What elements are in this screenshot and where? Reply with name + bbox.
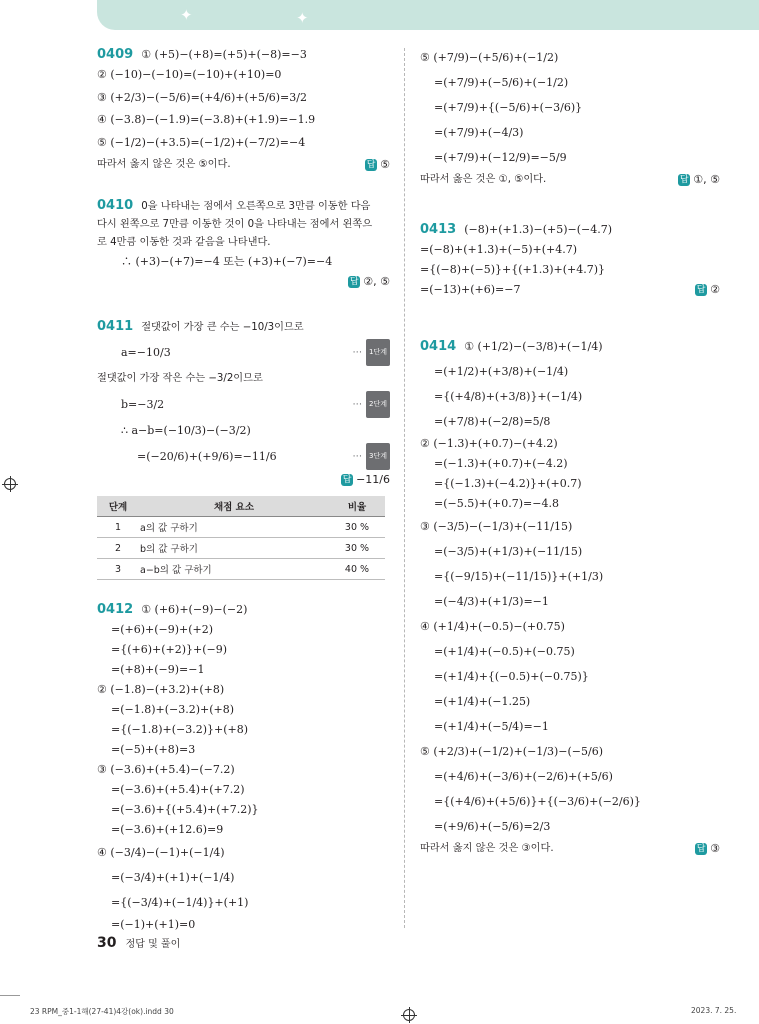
equation: b=−3/2 (121, 398, 165, 411)
solution-line: ③ (−3/5)−(−1/3)+(−11/15) (420, 520, 573, 533)
solution-line: ② (−1.8)−(+3.2)+(+8) (97, 683, 225, 696)
problem-0412 (97, 600, 390, 935)
conclusion-text: 따라서 옳은 것은 ①, ⑤이다. (420, 174, 547, 185)
explanation-text: 절댓값이 가장 작은 수는 −3/2이므로 (97, 373, 263, 384)
solution-line: =(+1/4)+(−0.5)+(−0.75) (434, 645, 575, 658)
answer-badge-icon: 답 (696, 844, 706, 854)
explanation-text: 로 4만큼 이동한 것과 같음을 나타낸다. (97, 237, 271, 248)
solution-line: =(−5)+(+8)=3 (111, 743, 196, 756)
solution-line: =(−3.6)+(+5.4)+(+7.2) (111, 783, 245, 796)
step-badge: 3단계 (366, 443, 390, 470)
page-label: 정답 및 풀이 (125, 939, 181, 950)
answer-badge-icon: 답 (366, 160, 376, 170)
solution-line: =(+7/9)+(−5/6)+(−1/2) (434, 76, 569, 89)
solution-line: =(−1.8)+(−3.2)+(+8) (111, 703, 235, 716)
solution-line: ={(−9/15)+(−11/15)}+(+1/3) (434, 570, 604, 583)
dots: ··· (352, 347, 363, 359)
problem-0413 (420, 220, 720, 300)
solution-line: =(+7/8)+(−2/8)=5/8 (434, 415, 551, 428)
solution-line: =(−13)+(+6)=−7 (420, 283, 521, 296)
solution-line: =(−1.3)+(+0.7)+(−4.2) (434, 457, 568, 470)
table-cell: a의 값 구하기 (139, 517, 329, 538)
solution-line: ⑤ (+2/3)+(−1/2)+(−1/3)−(−5/6) (420, 745, 604, 758)
solution-line: =(−1)+(+1)=0 (111, 918, 196, 931)
column-divider (404, 48, 405, 928)
dots: ··· (352, 451, 363, 463)
problem-0409 (97, 45, 390, 175)
explanation-text: 절댓값이 가장 큰 수는 −10/3이므로 (141, 322, 304, 333)
solution-line: ③ (−3.6)+(+5.4)−(−7.2) (97, 763, 235, 776)
solution-line: ={(−1.3)+(−4.2)}+(+0.7) (434, 477, 582, 490)
solution-line: =(+7/9)+(−4/3) (434, 126, 524, 139)
solution-line: =(−8)+(+1.3)+(−5)+(+4.7) (420, 243, 578, 256)
table-cell: 2 (97, 538, 139, 559)
solution-line: ③ (+2/3)−(−5/6)=(+4/6)+(+5/6)=3/2 (97, 91, 307, 104)
problem-0412-continued (420, 45, 720, 190)
registration-mark-icon (4, 478, 16, 490)
solution-line: =(−5.5)+(+0.7)=−4.8 (434, 497, 559, 510)
grading-table (97, 496, 385, 580)
solution-line: =(+1/4)+{(−0.5)+(−0.75)} (434, 670, 589, 683)
sparkle-icon: ✦ (296, 9, 309, 27)
table-cell: 40 % (329, 559, 385, 580)
table-cell: b의 값 구하기 (139, 538, 329, 559)
answer (365, 155, 390, 175)
solution-line: ① (+6)+(−9)−(−2) (141, 603, 248, 616)
solution-line: =(−3/4)+(+1)+(−1/4) (111, 871, 235, 884)
sparkle-icon: ✦ (180, 6, 193, 24)
solution-line: =(+4/6)+(−3/6)+(−2/6)+(+5/6) (434, 770, 613, 783)
answer (695, 839, 720, 859)
header-band (97, 0, 759, 30)
answer-value: ⑤ (380, 158, 390, 171)
solution-line: ⑤ (−1/2)−(+3.5)=(−1/2)+(−7/2)=−4 (97, 136, 306, 149)
answer (97, 272, 390, 292)
solution-line: ={(−3/4)+(−1/4)}+(+1) (111, 896, 249, 909)
solution-line: ={(+4/6)+(+5/6)}+{(−3/6)+(−2/6)} (434, 795, 641, 808)
answer-value: ②, ⑤ (363, 275, 390, 288)
equation: a=−10/3 (121, 346, 171, 359)
solution-line: =(+7/9)+(−12/9)=−5/9 (434, 151, 567, 164)
left-column (97, 45, 390, 935)
problem-number: 0410 (97, 198, 134, 213)
answer-badge-icon: 답 (696, 285, 706, 295)
answer-badge-icon: 답 (679, 175, 689, 185)
crop-mark (0, 995, 20, 996)
equation: ∴ a−b=(−10/3)−(−3/2) (121, 424, 251, 437)
table-row (97, 517, 385, 538)
print-date: 2023. 7. 25. (691, 1006, 737, 1015)
solution-line: =(+6)+(−9)+(+2) (111, 623, 214, 636)
print-file-name: 23 RPM_중1-1해(27-41)4강(ok).indd 30 (30, 1007, 174, 1016)
solution-line: ① (+5)−(+8)=(+5)+(−8)=−3 (141, 48, 307, 61)
step-badge: 1단계 (366, 339, 390, 366)
solution-line: ={(+4/8)+(+3/8)}+(−1/4) (434, 390, 583, 403)
table-header: 비율 (329, 496, 385, 517)
solution-line: (−8)+(+1.3)−(+5)−(−4.7) (464, 223, 613, 236)
table-cell: 3 (97, 559, 139, 580)
page-footer (97, 932, 180, 951)
solution-line: =(−4/3)+(+1/3)=−1 (434, 595, 549, 608)
table-cell: 30 % (329, 517, 385, 538)
table-row (97, 559, 385, 580)
solution-line: =(+1/4)+(−5/4)=−1 (434, 720, 549, 733)
table-cell: 1 (97, 517, 139, 538)
solution-line: ④ (−3.8)−(−1.9)=(−3.8)+(+1.9)=−1.9 (97, 113, 316, 126)
answer-value: ② (710, 283, 720, 296)
solution-line: ={(+6)+(+2)}+(−9) (111, 643, 228, 656)
answer-badge-icon: 답 (342, 475, 352, 485)
answer-value: −11/6 (356, 473, 390, 486)
right-column (420, 45, 720, 881)
solution-line: =(−3.6)+(+12.6)=9 (111, 823, 224, 836)
solution-line: =(+8)+(−9)=−1 (111, 663, 205, 676)
table-cell: a−b의 값 구하기 (139, 559, 329, 580)
table-header: 채점 요소 (139, 496, 329, 517)
solution-line: ④ (+1/4)+(−0.5)−(+0.75) (420, 620, 565, 633)
solution-line: ② (−1.3)+(+0.7)−(+4.2) (420, 437, 558, 450)
table-header: 단계 (97, 496, 139, 517)
answer (97, 470, 390, 490)
answer (678, 170, 720, 190)
explanation-text: 0을 나타내는 점에서 오른쪽으로 3만큼 이동한 다음 (141, 201, 371, 212)
solution-line: ① (+1/2)−(−3/8)+(−1/4) (464, 340, 603, 353)
solution-line: =(+7/9)+{(−5/6)+(−3/6)} (434, 101, 583, 114)
problem-number: 0413 (420, 222, 457, 237)
dots: ··· (352, 399, 363, 411)
equation: =(−20/6)+(+9/6)=−11/6 (137, 450, 277, 463)
problem-0411 (97, 314, 390, 490)
answer-value: ③ (710, 842, 720, 855)
table-row (97, 538, 385, 559)
solution-line: ={(−1.8)+(−3.2)}+(+8) (111, 723, 249, 736)
solution-line: ② (−10)−(−10)=(−10)+(+10)=0 (97, 68, 282, 81)
conclusion-text: 따라서 옳지 않은 것은 ⑤이다. (97, 159, 231, 170)
solution-line: =(+1/2)+(+3/8)+(−1/4) (434, 365, 569, 378)
solution-line: ={(−8)+(−5)}+{(+1.3)+(+4.7)} (420, 263, 606, 276)
conclusion-text: 따라서 옳지 않은 것은 ③이다. (420, 843, 554, 854)
problem-0410 (97, 197, 390, 292)
solution-line: ⑤ (+7/9)−(+5/6)+(−1/2) (420, 51, 559, 64)
registration-mark-icon (403, 1009, 415, 1021)
explanation-text: 다시 왼쪽으로 7만큼 이동한 것이 0을 나타내는 점에서 왼쪽으 (97, 219, 373, 230)
problem-number: 0414 (420, 339, 457, 354)
solution-line: ④ (−3/4)−(−1)+(−1/4) (97, 846, 225, 859)
answer (695, 280, 720, 300)
answer-value: ①, ⑤ (693, 173, 720, 186)
solution-line: =(+9/6)+(−5/6)=2/3 (434, 820, 551, 833)
answer-badge-icon: 답 (349, 277, 359, 287)
page-number: 30 (97, 935, 117, 951)
step-badge: 2단계 (366, 391, 390, 418)
problem-number: 0411 (97, 319, 134, 334)
solution-line: =(−3.6)+{(+5.4)+(+7.2)} (111, 803, 259, 816)
problem-number: 0409 (97, 47, 134, 62)
solution-line: =(−3/5)+(+1/3)+(−11/15) (434, 545, 583, 558)
formula: ∴ (+3)−(+7)=−4 또는 (+3)+(−7)=−4 (121, 255, 333, 268)
problem-number: 0412 (97, 602, 134, 617)
problem-0414 (420, 334, 720, 859)
solution-line: =(+1/4)+(−1.25) (434, 695, 531, 708)
table-cell: 30 % (329, 538, 385, 559)
